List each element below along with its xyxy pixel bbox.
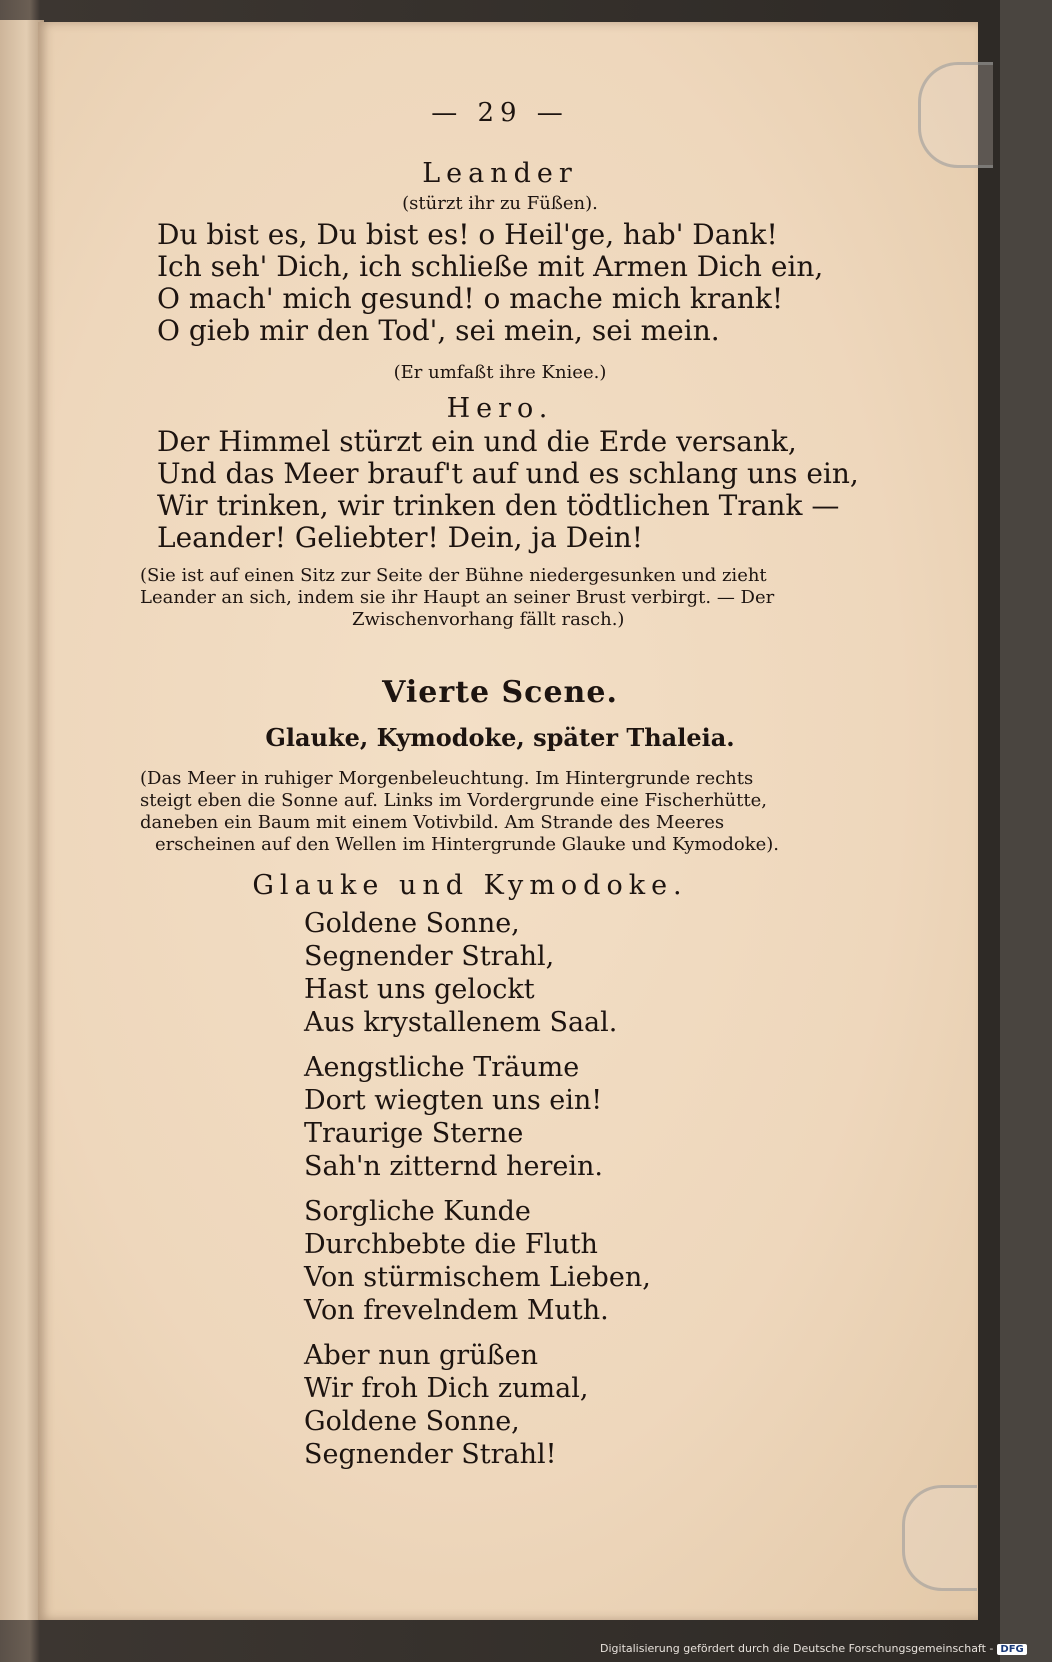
stage-direction-line: daneben ein Baum mit einem Votivbild. Am Strande des Meeres xyxy=(140,812,725,833)
page-number: — 29 — xyxy=(431,98,569,128)
song-line: Aus krystallenem Saal. xyxy=(304,1007,618,1038)
song-line: Goldene Sonne, xyxy=(304,908,520,939)
stage-direction-line: steigt eben die Sonne auf. Links im Vordergrunde eine Fischerhütte, xyxy=(140,790,767,811)
verse-line: Leander! Geliebter! Dein, ja Dein! xyxy=(157,521,643,554)
song-line: Von frevelndem Muth. xyxy=(304,1295,609,1326)
song-line: Hast uns gelockt xyxy=(304,974,535,1005)
verse-line: Wir trinken, wir trinken den tödtlichen Trank — xyxy=(157,489,840,522)
stage-direction-line: (Sie ist auf einen Sitz zur Seite der Bühne niedergesunken und zieht xyxy=(140,565,767,586)
song-line: Aengstliche Träume xyxy=(304,1052,580,1083)
credit-text: Digitalisierung gefördert durch die Deutsche Forschungsgemeinschaft - xyxy=(600,1642,994,1655)
verse-line: O gieb mir den Tod', sei mein, sei mein. xyxy=(157,314,720,347)
song-line: Wir froh Dich zumal, xyxy=(304,1373,589,1404)
verse-line: O mach' mich gesund! o mache mich krank! xyxy=(157,282,784,315)
song-line: Durchbebte die Fluth xyxy=(304,1229,598,1260)
stage-direction-line: erscheinen auf den Wellen im Hintergrunde Glauke und Kymodoke). xyxy=(155,834,779,855)
verse-line: Ich seh' Dich, ich schließe mit Armen Dich ein, xyxy=(157,250,824,283)
song-line: Segnender Strahl, xyxy=(304,941,555,972)
song-line: Goldene Sonne, xyxy=(304,1406,520,1437)
digitization-credit xyxy=(600,1642,1024,1660)
song-line: Sorgliche Kunde xyxy=(304,1196,531,1227)
speaker-hero: Hero. xyxy=(446,393,554,424)
song-line: Von stürmischem Lieben, xyxy=(304,1262,651,1293)
dfg-logo: DFG xyxy=(997,1644,1026,1655)
stage-direction-line: Leander an sich, indem sie ihr Haupt an seiner Brust verbirgt. — Der xyxy=(140,587,775,608)
stage-direction-leander: (stürzt ihr zu Füßen). xyxy=(402,193,598,214)
verse-line: Der Himmel stürzt ein und die Erde versank, xyxy=(157,425,797,458)
scene-personae: Glauke, Kymodoke, später Thaleia. xyxy=(265,723,735,752)
page-clip-bottom xyxy=(902,1485,977,1591)
song-line: Dort wiegten uns ein! xyxy=(304,1085,603,1116)
speaker-glauke-kymodoke: Glauke und Kymodoke. xyxy=(252,870,688,901)
song-line: Sah'n zitternd herein. xyxy=(304,1151,603,1182)
scene-title: Vierte Scene. xyxy=(382,675,618,710)
song-line: Aber nun grüßen xyxy=(304,1340,538,1371)
stage-direction-embrace: (Er umfaßt ihre Kniee.) xyxy=(393,362,607,383)
verse-line: Und das Meer brauf't auf und es schlang uns ein, xyxy=(157,457,859,490)
stage-direction-line: Zwischenvorhang fällt rasch.) xyxy=(352,609,625,630)
song-line: Traurige Sterne xyxy=(304,1118,524,1149)
speaker-leander: Leander xyxy=(422,158,578,189)
song-line: Segnender Strahl! xyxy=(304,1439,557,1470)
stage-direction-line: (Das Meer in ruhiger Morgenbeleuchtung. Im Hintergrunde rechts xyxy=(140,768,754,789)
verse-line: Du bist es, Du bist es! o Heil'ge, hab' Dank! xyxy=(157,218,778,251)
